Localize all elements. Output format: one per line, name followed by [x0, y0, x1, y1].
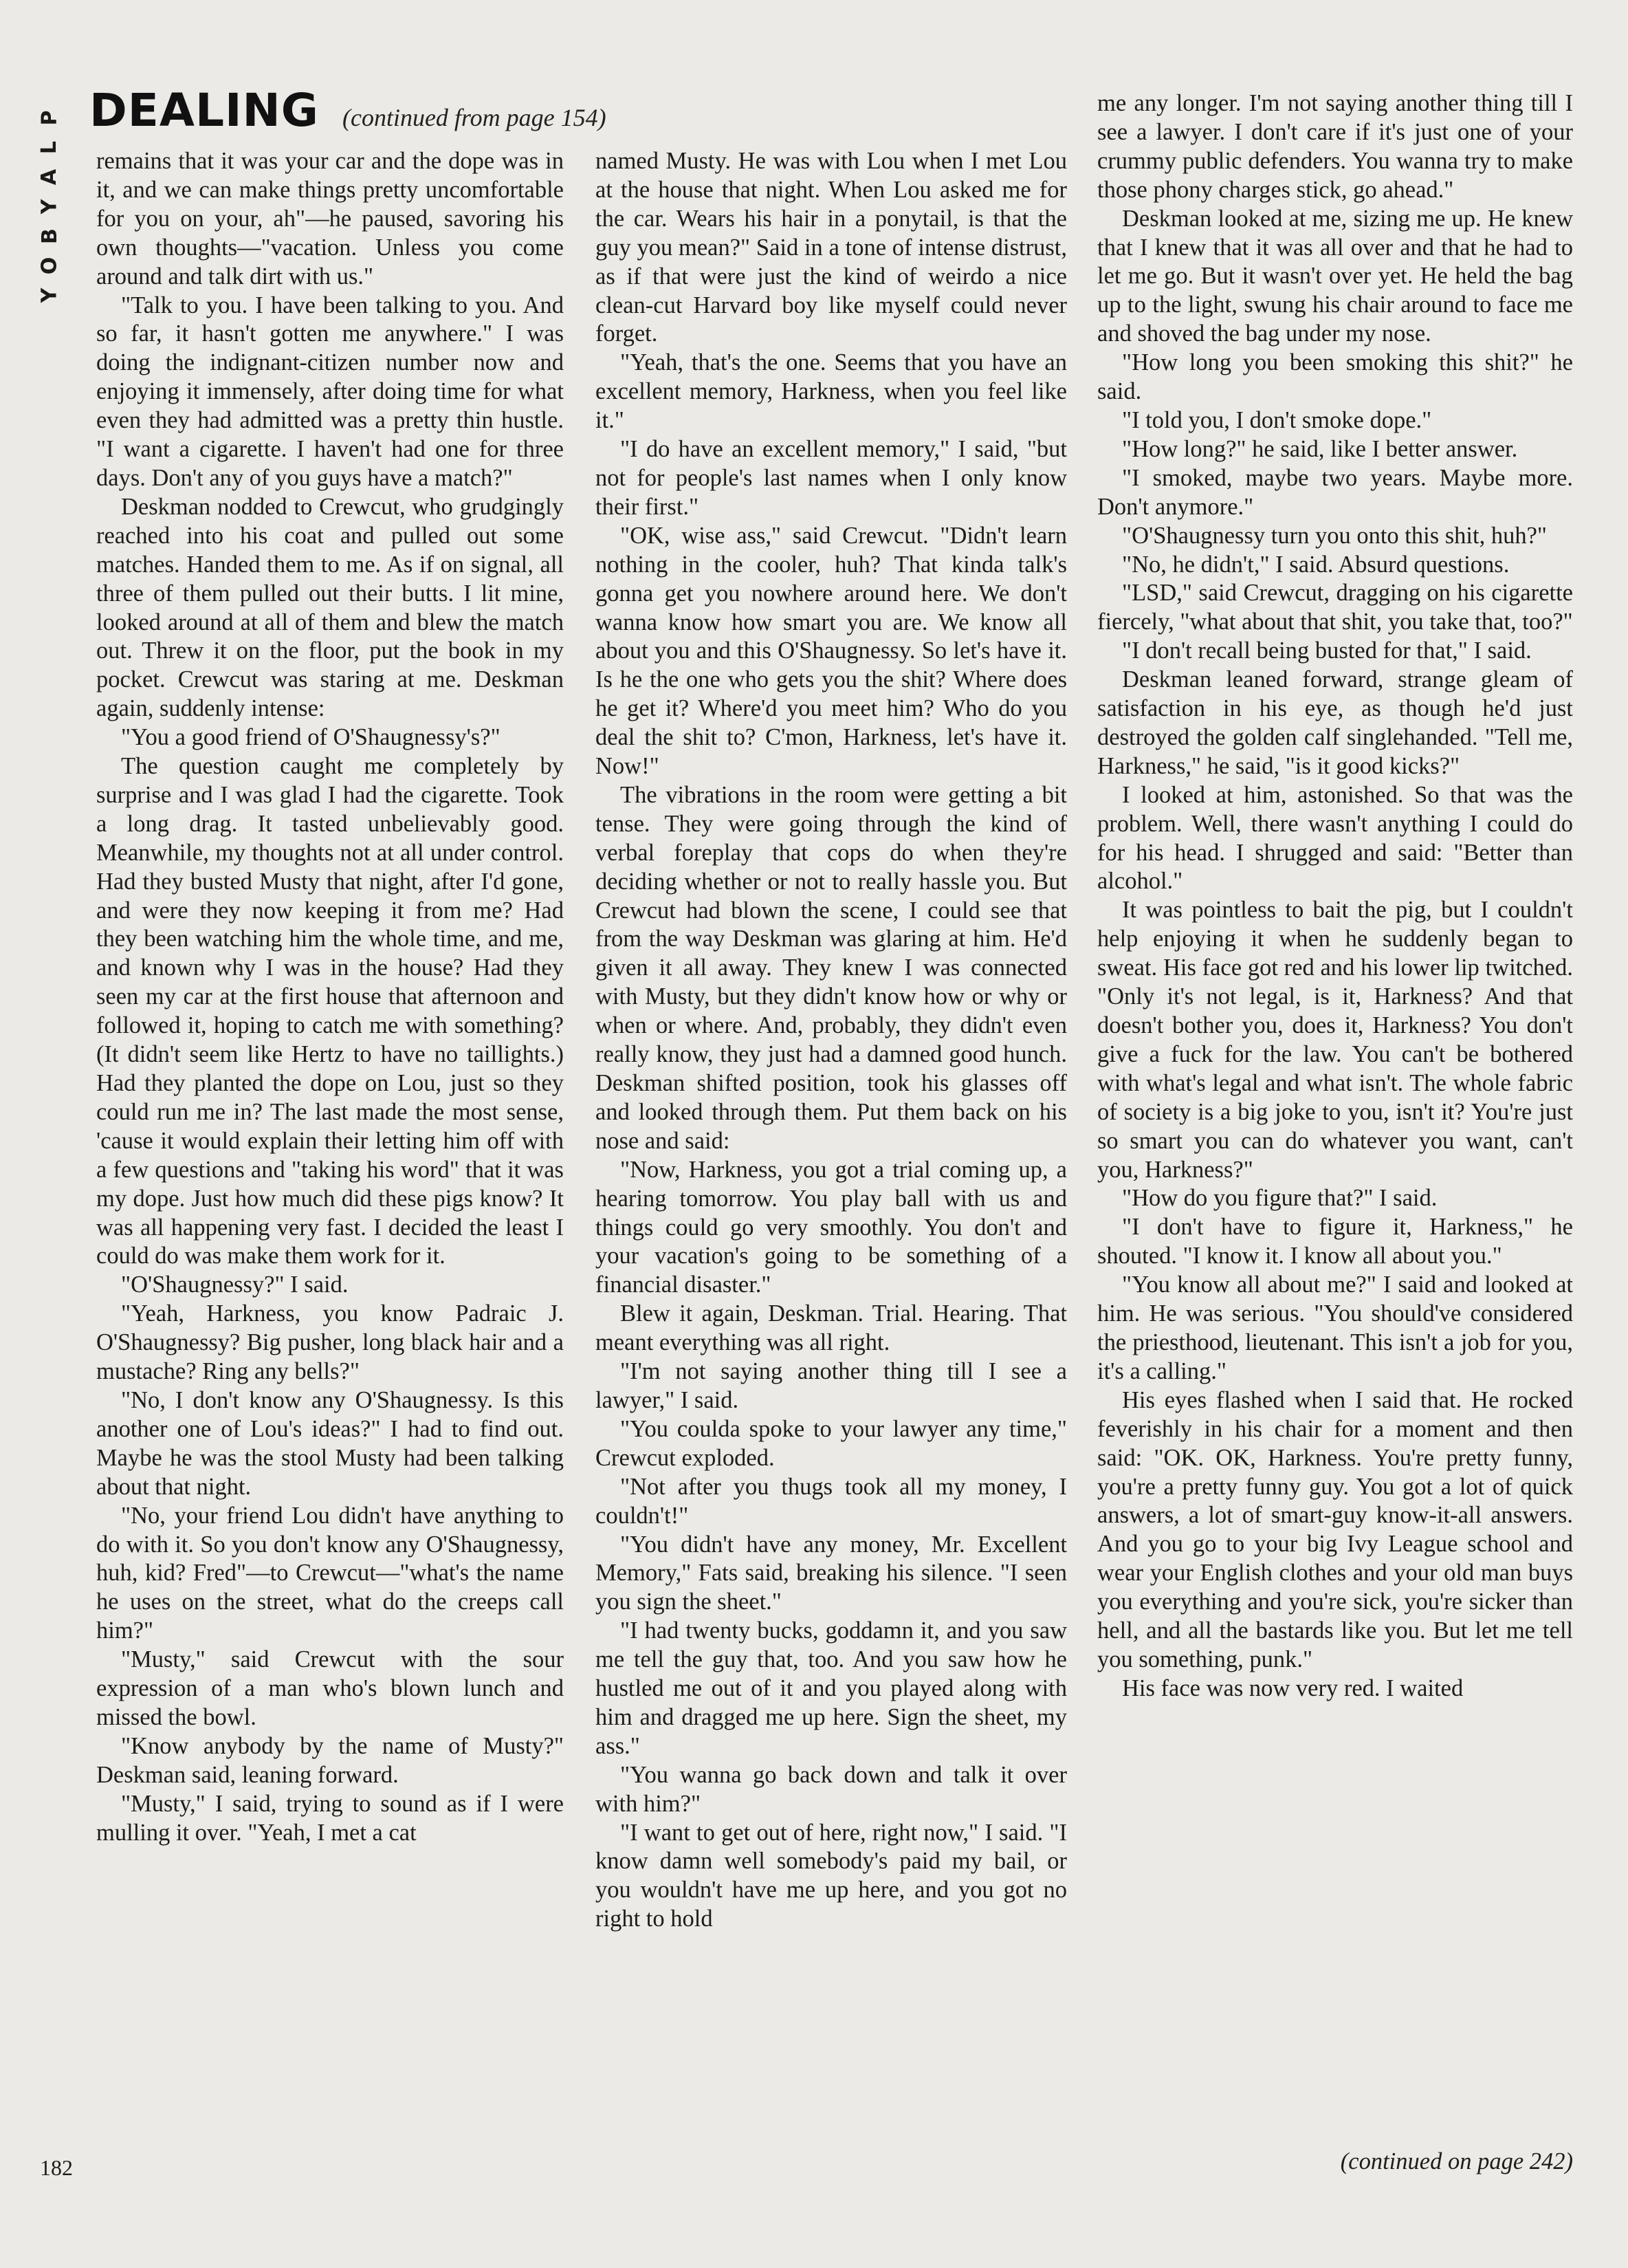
sidebar-letter: Y: [37, 199, 62, 215]
paragraph: "Not after you thugs took all my money, I couldn't!": [595, 1473, 1067, 1529]
paragraph: The vibrations in the room were getting a bit tense. They were going through the kind of verbal foreplay that cops do when they're deciding whether or not to really hassle you. But Crewcut had blown the scene, I could see that from the way Deskman was glaring at him. He'd given it all away. They knew I was connected with Musty, but they didn't know how or why or when or where. And, probably, they didn't even really know, they just had a damned good hunch. Deskman shifted position, took his glasses off and looked through them. Put them back on his nose and said:: [595, 781, 1067, 1154]
paragraph: "You coulda spoke to your lawyer any time," Crewcut exploded.: [595, 1415, 1067, 1471]
paragraph: me any longer. I'm not saying another thing till I see a lawyer. I don't care if it's just one of your crummy public defenders. You wanna try to make those phony charges stick, go ahead.": [1097, 90, 1573, 203]
paragraph: remains that it was your car and the dope was in it, and we can make things pretty uncomfortable for you on your, ah"—he paused, savoring his own thoughts—"vacation. Unless you come around and talk dirt with us.": [96, 148, 564, 290]
paragraph: "Talk to you. I have been talking to you. And so far, it hasn't gotten me anywhere." I was doing the indignant-citizen number now and enjoying it immensely, after doing time for what even they had admitted was a pretty thin hustle. "I want a cigarette. I haven't had one for three days. Don't any of you guys have a match?": [96, 292, 564, 491]
paragraph: Deskman nodded to Crewcut, who grudgingly reached into his coat and pulled out some matches. Handed them to me. As if on signal, all three of them pulled out their butts. I lit mine, looked around at all of them and blew the match out. Threw it on the floor, put the book in my pocket. Crewcut was staring at me. Deskman again, suddenly intense:: [96, 493, 564, 722]
paragraph: "Know anybody by the name of Musty?" Deskman said, leaning forward.: [96, 1732, 564, 1788]
paragraph: "Yeah, that's the one. Seems that you have an excellent memory, Harkness, when you feel like it.": [595, 349, 1067, 434]
paragraph: "O'Shaugnessy?" I said.: [121, 1272, 349, 1298]
paragraph: "I told you, I don't smoke dope.": [1122, 406, 1432, 433]
article-title: DEALING: [89, 84, 319, 137]
paragraph: "Musty," said Crewcut with the sour expression of a man who's blown lunch and missed the bowl.: [96, 1646, 564, 1730]
paragraph: I looked at him, astonished. So that was the problem. Well, there wasn't anything I could do for his head. I shrugged and said: "Better than alcohol.": [1097, 781, 1573, 895]
paragraph: "You know all about me?" I said and looked at him. He was serious. "You should've considered the priesthood, lieutenant. This isn't a job for you, it's a calling.": [1097, 1272, 1573, 1384]
paragraph: "I smoked, maybe two years. Maybe more. Don't anymore.": [1097, 464, 1573, 520]
paragraph: "How long?" he said, like I better answer.: [1122, 435, 1518, 462]
sidebar-letter: P: [37, 110, 62, 126]
paragraph: "I'm not saying another thing till I see a lawyer," I said.: [595, 1358, 1067, 1413]
paragraph: "I don't recall being busted for that," I said.: [1122, 637, 1532, 664]
text-column-1: [96, 147, 564, 1847]
paragraph: "O'Shaugnessy turn you onto this shit, huh?": [1122, 522, 1548, 549]
text-column-2: [595, 147, 1067, 1934]
sidebar-letter: O: [37, 257, 62, 275]
paragraph: "LSD," said Crewcut, dragging on his cigarette fiercely, "what about that shit, you take that, too?": [1097, 580, 1573, 635]
paragraph: "No, he didn't," I said. Absurd questions.: [1122, 551, 1510, 578]
continued-on-note: (continued on page 242): [1340, 2148, 1573, 2174]
paragraph: The question caught me completely by surprise and I was glad I had the cigarette. Took a long drag. It tasted unbelievably good. Meanwhile, my thoughts not at all under control. Had they busted Musty that night, after I'd gone, and were they now keeping it from me? Had they been watching him the whole time, and me, and known why I was in the house? Had they seen my car at the first house that afternoon and followed it, hoping to catch me with something? (It didn't seem like Hertz to have no taillights.) Had they planted the dope on Lou, just so they could run me in? The last made the most sense, 'cause it would explain their letting him off with a few questions and "taking his word" that it was my dope. Just how much did these pigs know? It was all happening very fast. I decided the least I could do was make them work for it.: [96, 753, 564, 1269]
paragraph: "How do you figure that?" I said.: [1122, 1185, 1438, 1212]
paragraph: It was pointless to bait the pig, but I couldn't help enjoying it when he suddenly began to sweat. His face got red and his lower lip twitched. "Only it's not legal, is it, Harkness? And that doesn't bother you, does it, Harkness? You don't give a fuck for the law. You can't be bothered with what's legal and what isn't. The whole fabric of society is a big joke to you, isn't it? You're just so smart you can do whatever you want, can't you, Harkness?": [1097, 897, 1573, 1183]
paragraph: "Musty," I said, trying to sound as if I were mulling it over. "Yeah, I met a cat: [96, 1790, 564, 1846]
paragraph: "How long you been smoking this shit?" he said.: [1097, 349, 1573, 405]
article-heading: [89, 84, 606, 137]
paragraph: "I don't have to figure it, Harkness," he shouted. "I know it. I know all about you.": [1097, 1214, 1573, 1269]
paragraph: Deskman looked at me, sizing me up. He knew that I knew that it was all over and that he had to let me go. But it wasn't over yet. He held the bag up to the light, swung his chair around to face me and shoved the bag under my nose.: [1097, 205, 1573, 347]
text-column-3: [1097, 89, 1573, 1703]
paragraph: "I had twenty bucks, goddamn it, and you saw me tell the guy that, too. And you saw how he hustled me out of it and you played along with him and dragged me up here. Sign the sheet, my ass.": [595, 1617, 1067, 1759]
sidebar-letter: L: [37, 140, 62, 155]
paragraph: "Yeah, Harkness, you know Padraic J. O'Shaugnessy? Big pusher, long black hair and a mustache? Ring any bells?": [96, 1300, 564, 1385]
sidebar-letter: Y: [37, 287, 62, 303]
paragraph: "OK, wise ass," said Crewcut. "Didn't learn nothing in the cooler, huh? That kinda talk's gonna get you nowhere around here. We don't wanna know how smart you are. We know all about you and this O'Shaugnessy. So let's have it. Is he the one who gets you the shit? Where does he get it? Where'd you meet him? Who do you deal the shit to? C'mon, Harkness, let's have it. Now!": [595, 522, 1067, 780]
paragraph: "Now, Harkness, you got a trial coming up, a hearing tomorrow. You play ball with us and things could go very smoothly. You don't and your vacation's going to be something of a financial disaster.": [595, 1156, 1067, 1298]
paragraph: "I do have an excellent memory," I said, "but not for people's last names when I only know their first.": [595, 436, 1067, 520]
paragraph: "No, I don't know any O'Shaugnessy. Is this another one of Lou's ideas?" I had to find out. Maybe he was the stool Musty had been talking about that night.: [96, 1386, 564, 1500]
sidebar-letter: A: [37, 168, 62, 186]
sidebar-letter: B: [37, 228, 62, 244]
paragraph: "No, your friend Lou didn't have anything to do with it. So you don't know any O'Shaugnessy, huh, kid? Fred"—to Crewcut—"what's the name he uses on the street, what do the creeps call him?": [96, 1502, 564, 1644]
magazine-sidebar-label: [36, 103, 63, 310]
paragraph: His eyes flashed when I said that. He rocked feverishly in his chair for a moment and then said: "OK. OK, Harkness. You're pretty funny, you're a pretty funny guy. You got a lot of quick answers, a lot of smart-guy know-it-all answers. And you go to your big Ivy League school and wear your English clothes and your old man buys you everything and you're sick, you're sicker than hell, and all the bastards like you. But let me tell you something, punk.": [1097, 1386, 1573, 1672]
paragraph: "You wanna go back down and talk it over with him?": [595, 1761, 1067, 1817]
paragraph: "I want to get out of here, right now," I said. "I know damn well somebody's paid my bail, or you wouldn't have me up here, and you got no right to hold: [595, 1819, 1067, 1932]
paragraph: named Musty. He was with Lou when I met Lou at the house that night. When Lou asked me for the car. Wears his hair in a ponytail, is that the guy you mean?" Said in a tone of intense distrust, as if that were just the kind of weirdo a nice clean-cut Harvard boy like myself could never forget.: [595, 148, 1067, 347]
continued-from-note: (continued from page 154): [342, 104, 606, 131]
paragraph: His face was now very red. I waited: [1122, 1675, 1464, 1701]
paragraph: "You a good friend of O'Shaugnessy's?": [121, 724, 500, 751]
paragraph: "You didn't have any money, Mr. Excellent Memory," Fats said, breaking his silence. "I seen you sign the sheet.": [595, 1531, 1067, 1615]
paragraph: Deskman leaned forward, strange gleam of satisfaction in his eye, as though he'd just destroyed the golden calf singlehanded. "Tell me, Harkness," he said, "is it good kicks?": [1097, 666, 1573, 779]
page-number: 182: [40, 2155, 73, 2180]
paragraph: Blew it again, Deskman. Trial. Hearing. That meant everything was all right.: [595, 1300, 1067, 1356]
